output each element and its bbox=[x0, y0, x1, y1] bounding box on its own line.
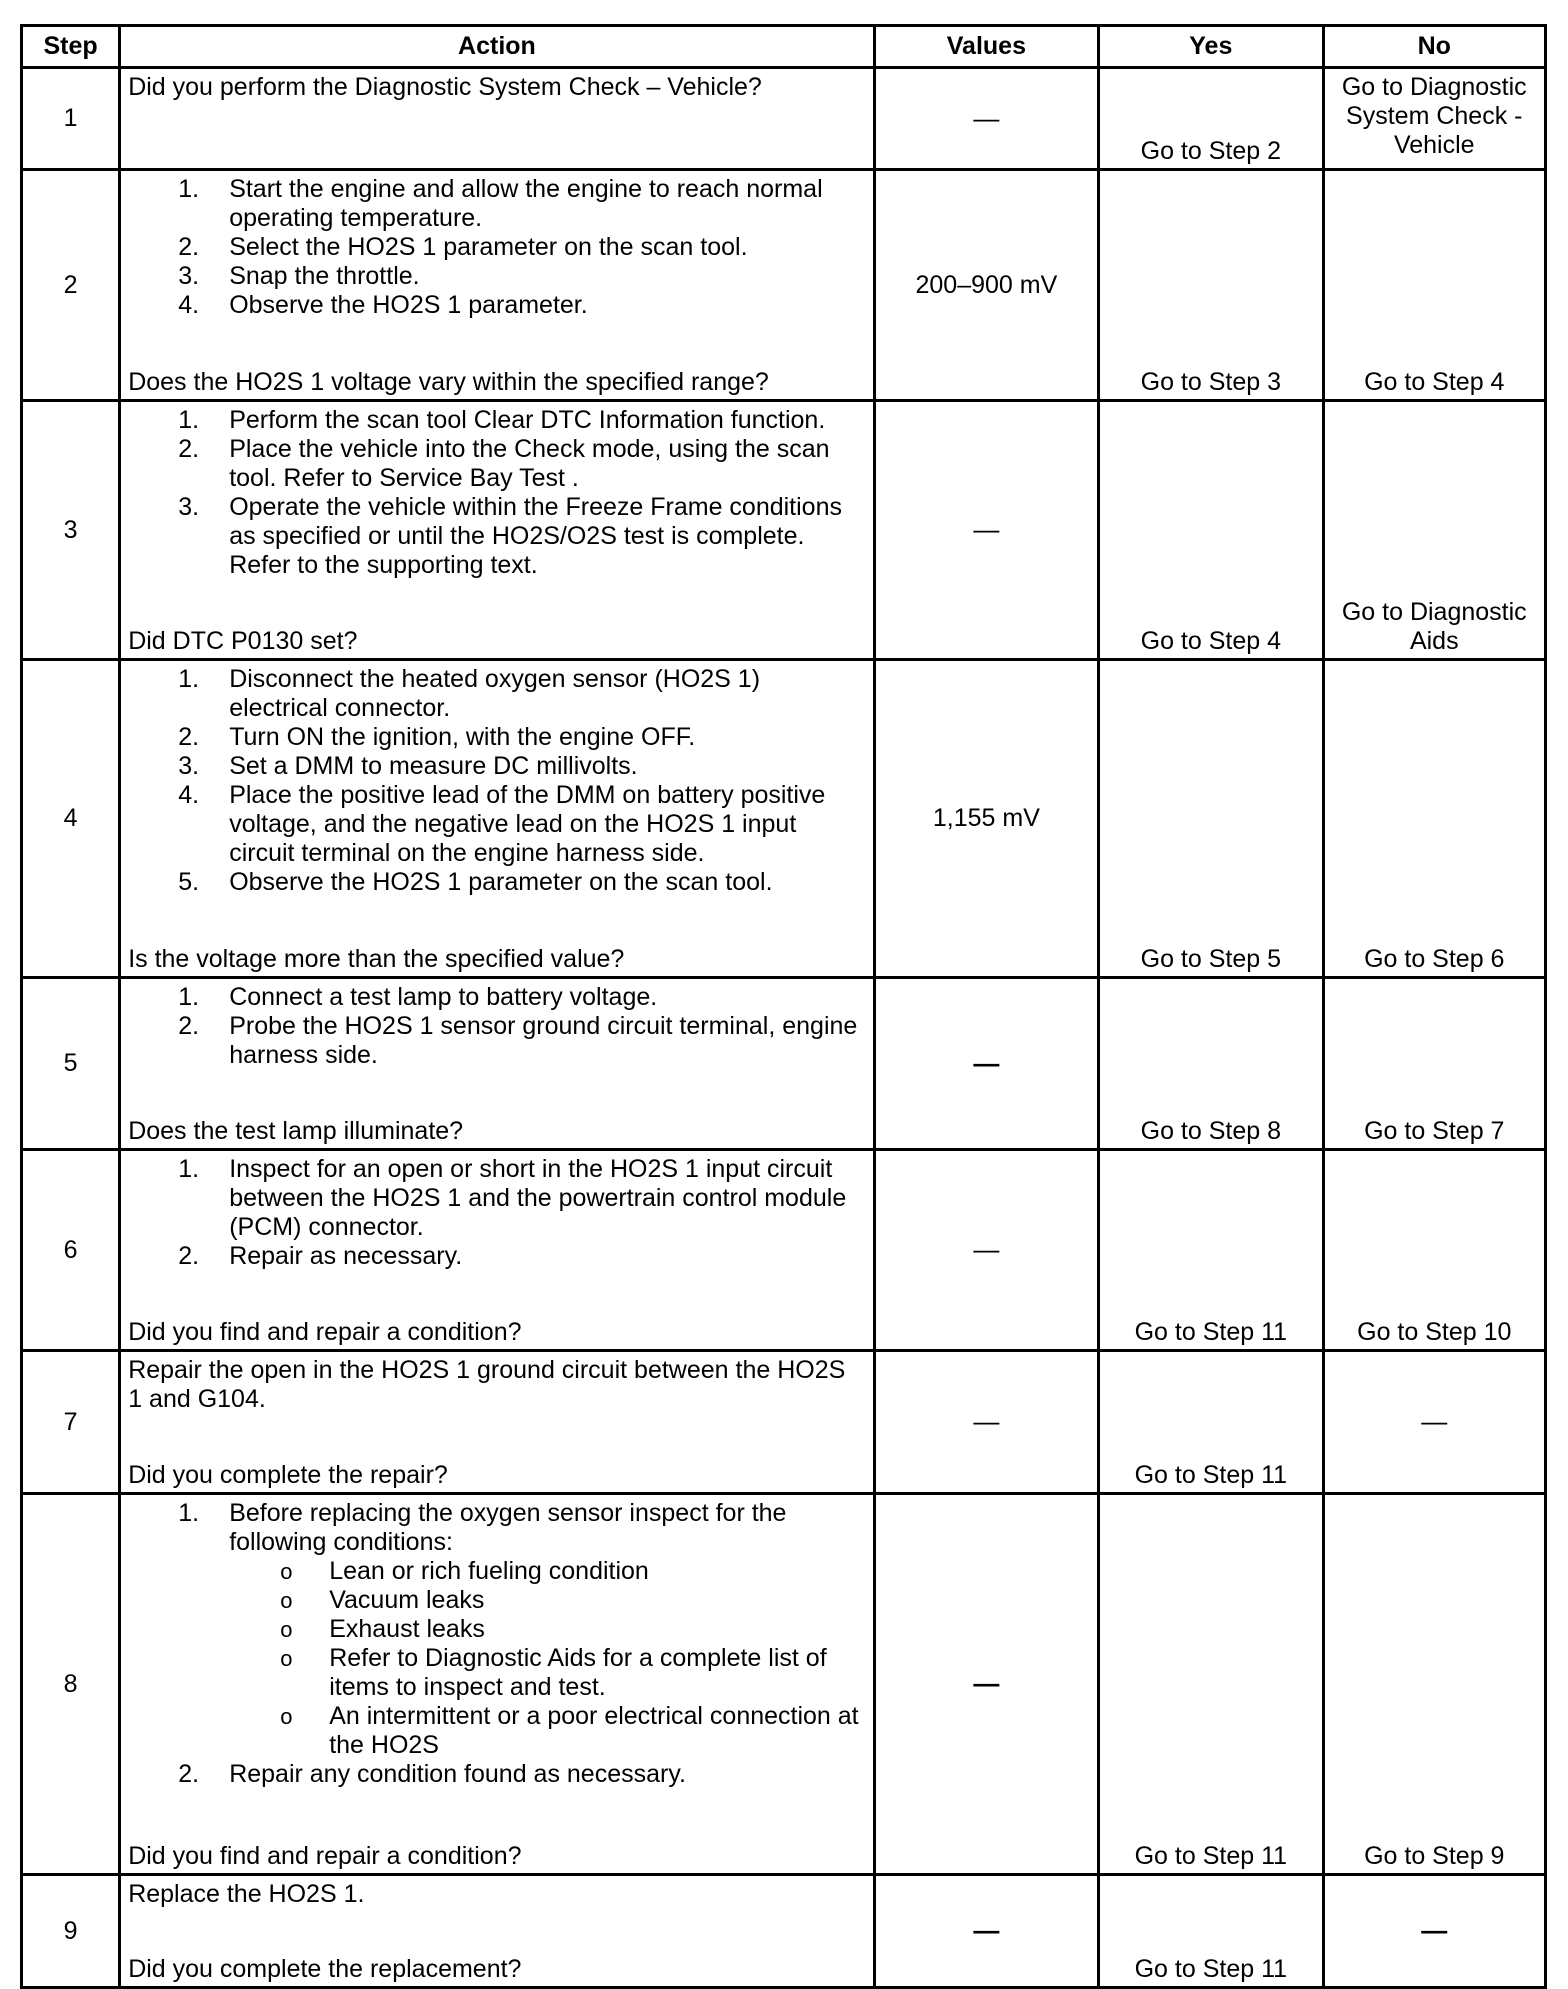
instruction-list bbox=[128, 1499, 864, 1789]
value-text: — bbox=[973, 1234, 1000, 1264]
table-row bbox=[22, 1351, 1546, 1494]
question-text: Did you find and repair a condition? bbox=[128, 1842, 522, 1870]
yes-cell bbox=[1099, 978, 1323, 1150]
value-cell bbox=[874, 1150, 1098, 1351]
no-cell bbox=[1323, 401, 1545, 660]
table-row bbox=[22, 68, 1546, 170]
question-text: Did DTC P0130 set? bbox=[128, 627, 358, 655]
header-values: Values bbox=[874, 26, 1098, 68]
value-cell bbox=[874, 978, 1098, 1150]
instruction-item: 2. Probe the HO2S 1 sensor ground circuit terminal, engine harness side. bbox=[178, 1012, 858, 1069]
yes-text: Go to Step 11 bbox=[1134, 1842, 1288, 1870]
instruction-item: 1. Before replacing the oxygen sensor inspect for the following conditions: o Lean or rich fueling condition o Vacuum leaks o Exhaust leaks o Refer to Diagnostic Aids for a complete list of items to inspect and test. o An intermittent or a poor electrical connection at the HO2S bbox=[128, 1499, 864, 1760]
value-text: — bbox=[973, 1406, 1000, 1436]
instruction-item: 1. Disconnect the heated oxygen sensor (HO2S 1) electrical connector. bbox=[178, 665, 761, 722]
header-no: No bbox=[1323, 26, 1545, 68]
instruction-list bbox=[128, 175, 864, 320]
instruction-item: 3. Operate the vehicle within the Freeze Frame conditions as specified or until the HO2S/O2S test is complete. Refer to the supporting text. bbox=[178, 493, 842, 579]
diagnostic-table bbox=[20, 24, 1547, 1989]
question-text: Did you complete the replacement? bbox=[128, 1955, 522, 1983]
instruction-item: 3. Snap the throttle. bbox=[178, 262, 420, 290]
step-number: 6 bbox=[22, 1150, 120, 1351]
no-text: Go to Step 10 bbox=[1357, 1318, 1512, 1346]
value-text: 200–900 mV bbox=[915, 270, 1058, 299]
step-number: 5 bbox=[22, 978, 120, 1150]
sub-item: o Exhaust leaks bbox=[280, 1615, 485, 1643]
header-action: Action bbox=[120, 26, 874, 68]
action-cell bbox=[120, 1875, 874, 1988]
question-text: Is the voltage more than the specified value? bbox=[128, 945, 625, 973]
yes-cell bbox=[1099, 170, 1323, 401]
sub-item: o Vacuum leaks bbox=[280, 1586, 485, 1614]
instruction-item: 4. Observe the HO2S 1 parameter. bbox=[178, 291, 588, 319]
no-cell bbox=[1323, 1494, 1545, 1875]
action-cell bbox=[120, 1150, 874, 1351]
instruction-item: 1. Start the engine and allow the engine to reach normal operating temperature. bbox=[178, 175, 823, 232]
question-text: Does the HO2S 1 voltage vary within the specified range? bbox=[128, 368, 769, 396]
table-row bbox=[22, 978, 1546, 1150]
value-text: 1,155 mV bbox=[932, 804, 1040, 832]
no-text: Go to Step 6 bbox=[1364, 945, 1505, 973]
no-cell bbox=[1323, 1150, 1545, 1351]
instruction-item: 2. Select the HO2S 1 parameter on the scan tool. bbox=[178, 233, 748, 261]
yes-text: Go to Step 5 bbox=[1140, 945, 1282, 973]
no-text: Go to Step 4 bbox=[1364, 368, 1505, 396]
action-text: Repair the open in the HO2S 1 ground circuit between the HO2S 1 and G104. bbox=[128, 1356, 846, 1413]
yes-cell bbox=[1099, 1150, 1323, 1351]
instruction-item: 2. Repair any condition found as necessary. bbox=[178, 1760, 686, 1788]
no-text: — bbox=[1421, 1406, 1448, 1436]
yes-text: Go to Step 11 bbox=[1134, 1318, 1288, 1346]
value-cell bbox=[874, 68, 1098, 170]
value-cell bbox=[874, 660, 1098, 978]
value-cell bbox=[874, 1875, 1098, 1988]
instruction-item: 4. Place the positive lead of the DMM on battery positive voltage, and the negative lead on the HO2S 1 input circuit terminal on the engine harness side. bbox=[178, 781, 826, 867]
instruction-list bbox=[128, 665, 864, 897]
question-text: Does the test lamp illuminate? bbox=[128, 1117, 464, 1145]
yes-text: Go to Step 2 bbox=[1140, 137, 1282, 165]
table-row bbox=[22, 1494, 1546, 1875]
step-number: 1 bbox=[22, 68, 120, 170]
question-text: Did you complete the repair? bbox=[128, 1461, 448, 1489]
yes-cell bbox=[1099, 1351, 1323, 1494]
action-cell bbox=[120, 660, 874, 978]
no-text: Go to Step 9 bbox=[1364, 1842, 1505, 1870]
action-cell bbox=[120, 1351, 874, 1494]
table-row bbox=[22, 401, 1546, 660]
step-number: 3 bbox=[22, 401, 120, 660]
yes-text: Go to Step 11 bbox=[1134, 1955, 1288, 1983]
action-cell bbox=[120, 401, 874, 660]
value-text: — bbox=[973, 514, 1000, 544]
header-step: Step bbox=[22, 26, 120, 68]
no-cell bbox=[1323, 170, 1545, 401]
instruction-item: 1. Perform the scan tool Clear DTC Information function. bbox=[178, 406, 826, 434]
action-text: Replace the HO2S 1. bbox=[128, 1880, 365, 1908]
yes-text: Go to Step 4 bbox=[1140, 627, 1282, 655]
table-row bbox=[22, 660, 1546, 978]
header-yes: Yes bbox=[1099, 26, 1323, 68]
value-cell bbox=[874, 170, 1098, 401]
no-text: Go to Step 7 bbox=[1364, 1117, 1505, 1145]
action-cell bbox=[120, 170, 874, 401]
no-text: Go to Diagnostic System Check - Vehicle bbox=[1341, 73, 1527, 159]
sub-item: o Refer to Diagnostic Aids for a complete list of items to inspect and test. bbox=[280, 1644, 827, 1701]
header-row bbox=[22, 26, 1546, 68]
no-text: — bbox=[1421, 1915, 1448, 1945]
yes-text: Go to Step 8 bbox=[1140, 1117, 1282, 1145]
no-cell bbox=[1323, 660, 1545, 978]
value-text: — bbox=[973, 1668, 1000, 1698]
value-text: — bbox=[973, 102, 1000, 133]
instruction-list bbox=[128, 406, 864, 580]
instruction-list bbox=[128, 983, 864, 1070]
instruction-item: 1. Inspect for an open or short in the HO2S 1 input circuit between the HO2S 1 and the powertrain control module (PCM) connector. bbox=[178, 1155, 847, 1241]
instruction-item: 2. Repair as necessary. bbox=[178, 1242, 463, 1270]
table-row bbox=[22, 1875, 1546, 1988]
instruction-item: 5. Observe the HO2S 1 parameter on the scan tool. bbox=[178, 868, 773, 896]
step-number: 2 bbox=[22, 170, 120, 401]
table-row bbox=[22, 170, 1546, 401]
no-cell bbox=[1323, 1875, 1545, 1988]
no-cell bbox=[1323, 68, 1545, 170]
sub-item: o Lean or rich fueling condition bbox=[280, 1557, 649, 1585]
action-cell bbox=[120, 978, 874, 1150]
value-text: — bbox=[973, 1047, 1000, 1078]
yes-cell bbox=[1099, 1494, 1323, 1875]
value-text: — bbox=[973, 1915, 1000, 1945]
instruction-item: 1. Connect a test lamp to battery voltage. bbox=[178, 983, 658, 1011]
no-text: Go to Diagnostic Aids bbox=[1341, 598, 1527, 655]
yes-text: Go to Step 11 bbox=[1134, 1461, 1288, 1489]
value-cell bbox=[874, 1351, 1098, 1494]
question-text: Did you find and repair a condition? bbox=[128, 1318, 522, 1346]
instruction-item: 3. Set a DMM to measure DC millivolts. bbox=[178, 752, 638, 780]
yes-cell bbox=[1099, 1875, 1323, 1988]
action-cell bbox=[120, 68, 874, 170]
yes-cell bbox=[1099, 68, 1323, 170]
value-cell bbox=[874, 1494, 1098, 1875]
instruction-list bbox=[128, 1155, 864, 1271]
no-cell bbox=[1323, 1351, 1545, 1494]
yes-text: Go to Step 3 bbox=[1140, 368, 1282, 396]
table-row bbox=[22, 1150, 1546, 1351]
no-cell bbox=[1323, 978, 1545, 1150]
action-text: Did you perform the Diagnostic System Check – Vehicle? bbox=[128, 73, 762, 101]
step-number: 7 bbox=[22, 1351, 120, 1494]
step-number: 9 bbox=[22, 1875, 120, 1988]
yes-cell bbox=[1099, 660, 1323, 978]
sub-list bbox=[228, 1557, 864, 1760]
step-number: 4 bbox=[22, 660, 120, 978]
step-number: 8 bbox=[22, 1494, 120, 1875]
instruction-item: 2. Place the vehicle into the Check mode, using the scan tool. Refer to Service Bay Test . bbox=[178, 435, 830, 492]
sub-item: o An intermittent or a poor electrical connection at the HO2S bbox=[280, 1702, 859, 1759]
instruction-item: 2. Turn ON the ignition, with the engine OFF. bbox=[178, 723, 696, 751]
yes-cell bbox=[1099, 401, 1323, 660]
value-cell bbox=[874, 401, 1098, 660]
action-cell bbox=[120, 1494, 874, 1875]
